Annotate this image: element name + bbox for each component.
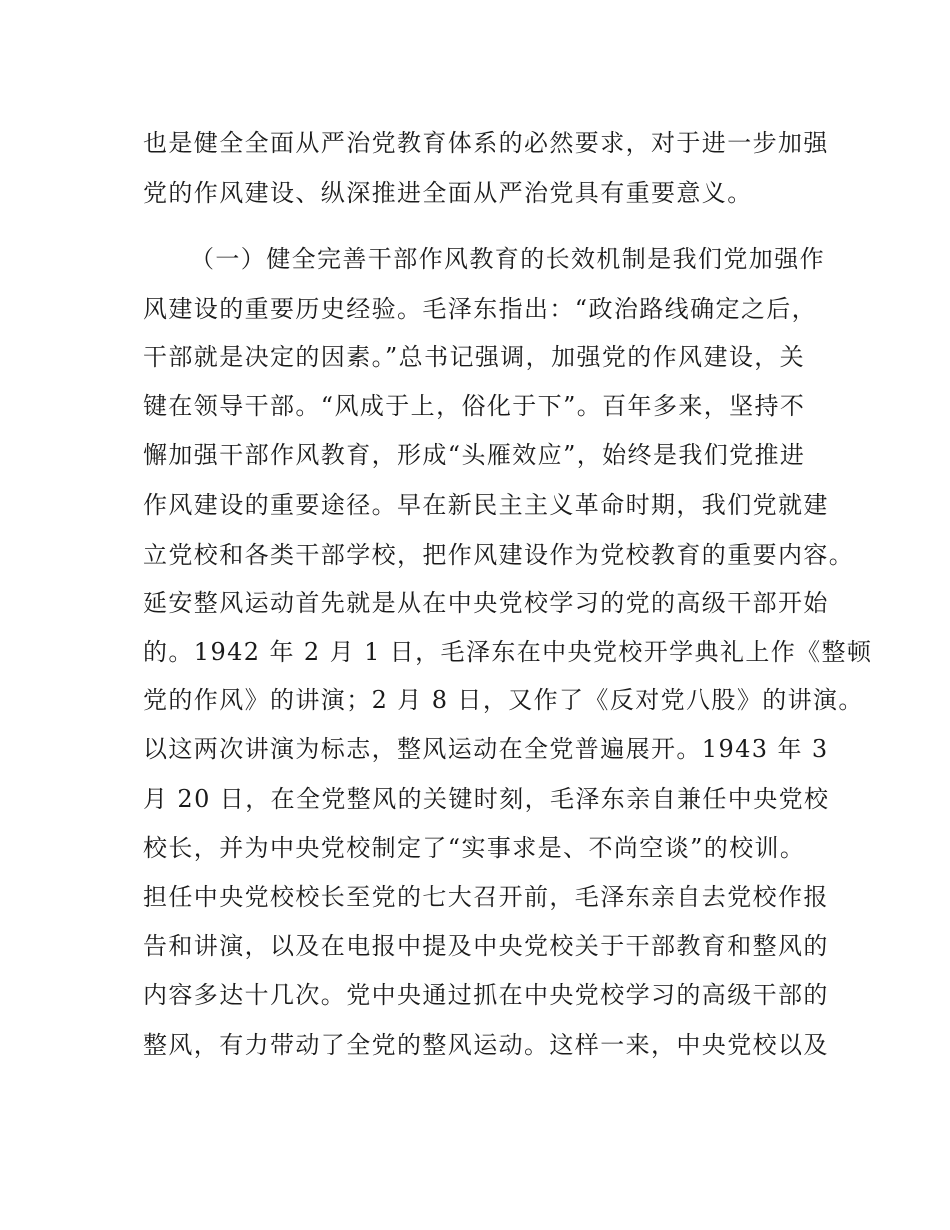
section-line-3: 干部就是决定的因素。”总书记强调，加强党的作风建设，关	[143, 343, 806, 371]
section-line-7: 立党校和各类干部学校，把作风建设作为党校教育的重要内容。	[143, 541, 855, 569]
section-line-12: 月 20 日，在全党整风的关键时刻，毛泽东亲自兼任中央党校	[143, 785, 830, 813]
section-line-1: （一）健全完善干部作风教育的长效机制是我们党加强作	[190, 245, 825, 273]
section-line-2: 风建设的重要历史经验。毛泽东指出：“政治路线确定之后，	[143, 295, 818, 323]
section-line-4: 键在领导干部。“风成于上，俗化于下”。百年多来，坚持不	[143, 392, 806, 420]
section-line-10: 党的作风》的讲演；2 月 8 日，又作了《反对党八股》的讲演。	[143, 686, 864, 714]
section-line-13: 校长，并为中央党校制定了“实事求是、不尚空谈”的校训。	[143, 834, 806, 862]
section-line-16: 内容多达十几次。党中央通过抓在中央党校学习的高级干部的	[143, 981, 829, 1009]
section-line-6: 作风建设的重要途径。早在新民主主义革命时期，我们党就建	[143, 491, 829, 519]
intro-line-2: 党的作风建设、纵深推进全面从严治党具有重要意义。	[143, 179, 753, 207]
section-line-9: 的。1942 年 2 月 1 日，毛泽东在中央党校开学典礼上作《整顿	[143, 638, 873, 666]
section-line-17: 整风，有力带动了全党的整风运动。这样一来，中央党校以及	[143, 1031, 829, 1059]
section-line-5: 懈加强干部作风教育，形成“头雁效应”，始终是我们党推进	[143, 441, 806, 469]
section-line-15: 告和讲演，以及在电报中提及中央党校关于干部教育和整风的	[143, 932, 829, 960]
intro-line-1: 也是健全全面从严治党教育体系的必然要求，对于进一步加强	[143, 129, 829, 157]
section-line-11: 以这两次讲演为标志，整风运动在全党普遍展开。1943 年 3	[143, 735, 829, 763]
section-line-8: 延安整风运动首先就是从在中央党校学习的党的高级干部开始	[143, 589, 829, 617]
section-line-14: 担任中央党校校长至党的七大召开前，毛泽东亲自去党校作报	[143, 883, 829, 911]
